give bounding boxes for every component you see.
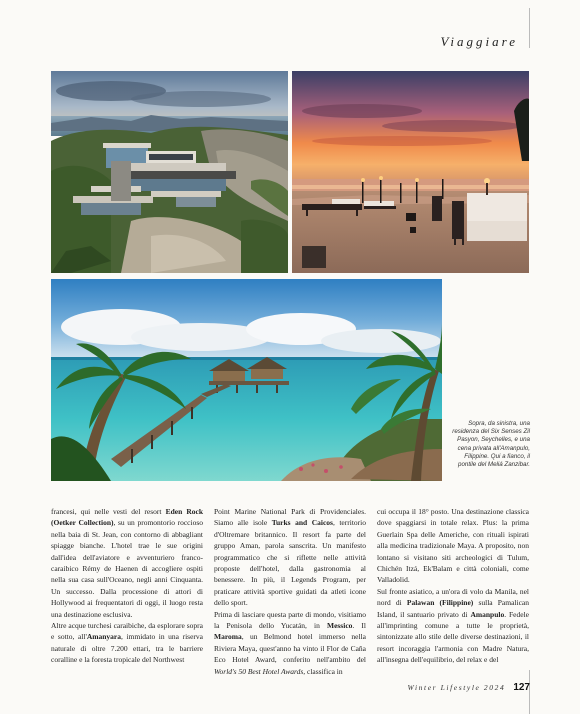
top-right-rule [529, 8, 530, 48]
text-run: , su un promontorio roccioso nella baia di St. Jean, con contorno di abbagliant spiagge bianche. L'hotel trae le sue origini dall'idea dell'aviatore e avventuriero franco-caraibico Rémy de Haenen di accogliere ospiti nella sua casa sull'Oceano, negli anni Cinquanta. Un successo. Dalla processione di attori di Hollywood ai frequentatori di oggi, il luogo resta una destinazione esclusiva. [51, 518, 203, 619]
text-run: sulla Pamalican Island, il santuario privato di [377, 598, 529, 619]
text-run: Altre acque turchesi caraibiche, da esplorare sopra e sotto, all' [51, 621, 203, 642]
article-column [214, 506, 366, 677]
text-run: World's 50 Best Hotel Awards [214, 666, 304, 676]
highlighted-name: Turks and Caicos [271, 518, 333, 528]
article-paragraph [377, 586, 529, 666]
highlighted-name: Eden Rock (Oetker Collection) [51, 507, 203, 528]
text-run: francesi, qui nelle vesti del resort [51, 507, 166, 516]
text-run: . Il [352, 621, 366, 631]
article-column [377, 506, 529, 677]
photo-caption: Sopra, da sinistra, una residenza del Six Senses Zil Pasyon, Seychelles, e una cena privata all'Amanpulo, Filippine. Qui a fianco, il pontile del Meliá Zanzibar. [452, 420, 530, 469]
text-run: Point Marine National Park di Providenciales. Siamo alle isole [214, 507, 366, 528]
text-run: cui occupa il 18° posto. Una destinazione classica dove spaggiarsi in totale relax. Plus: la prima Guerlain Spa delle Americhe, con rituali ispirati alla medicina tradizionale Maya. A proposito, non lontano si visitano siti archeologici di Tulum, Chichén Itzá, Ek'Balam e città coloniali, come Valladolid. [377, 507, 529, 585]
article-paragraph [51, 506, 203, 620]
text-run: Sul fronte asiatico, a un'ora di volo da Manila, nel nord di [377, 586, 529, 608]
text-run: , immidato in una riserva naturale di oltre 7.200 ettari, tra le barriere coralline e la foresta tropicale del Northwest [51, 632, 203, 665]
page-number: 127 [513, 682, 530, 693]
highlighted-name: Maroma [214, 632, 242, 642]
highlighted-name: Messico [326, 621, 353, 631]
highlighted-name: Palawan (Filippine) [406, 598, 474, 608]
text-run: , territorio d'Oltremare britannico. Il resort fa parte del gruppo Aman, parola sanscrita. Un manifesto programmatico che si riflette nelle attività proposte dell'hotel, dalla gastronomia al benessere. In più, il Legends Program, per praticare attività sportive guidati da atleti icone dello sport. [214, 518, 366, 608]
photo-beach-dinner-amanpulo [292, 71, 529, 273]
text-run: , classifica in [303, 666, 343, 676]
article-paragraph [377, 506, 529, 586]
article-paragraph [214, 609, 366, 677]
text-run: Prima di lasciare questa parte di mondo, visitiamo la Penisola dello Yucatán, in [214, 609, 366, 631]
text-run: , un Belmond hotel immerso nella Riviera Maya, quest'anno ha vinto il Flor de Caña Eco Hotel Award, conferito nell'ambito del [214, 632, 366, 665]
photo-pier-melia-zanzibar [51, 279, 442, 481]
article-paragraph [214, 506, 366, 609]
photo-villa-seychelles [51, 71, 288, 273]
highlighted-name: Amanpulo [470, 609, 505, 619]
magazine-title: Winter Lifestyle 2024 [407, 683, 506, 692]
article-paragraph [51, 620, 203, 666]
article-body [51, 506, 530, 677]
text-run: . Fedele all'imprinting comune a tutte le proprietà, sintonizzate allo stile delle diverse destinazioni, il resort incoraggia l'armonia con Madre Natura, all'insegna dell'equilibrio, del relax e del [377, 609, 529, 665]
page-footer [380, 682, 530, 693]
highlighted-name: Amanyara [86, 632, 121, 642]
section-title: Viaggiare [440, 34, 518, 49]
article-column [51, 506, 203, 677]
